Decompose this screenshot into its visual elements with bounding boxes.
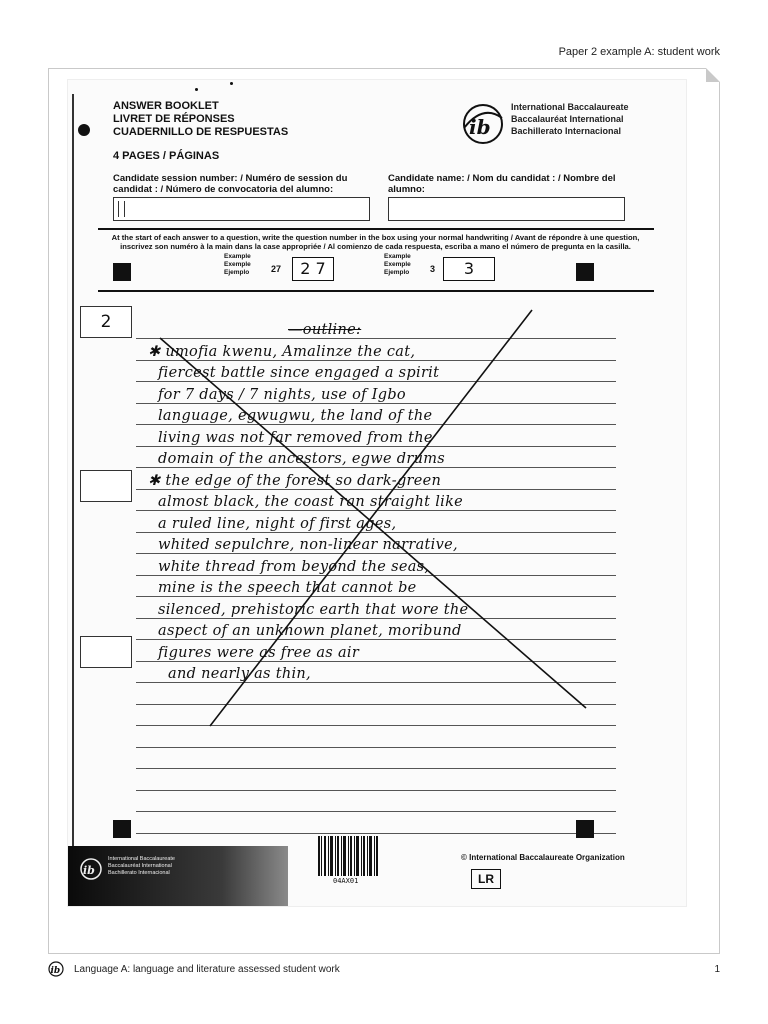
example-labels: Example Exemple Ejemplo <box>384 253 411 276</box>
banner-org-names: International Baccalaureate Baccalauréat International Bachillerato Internacional <box>108 856 175 876</box>
ib-org-es: Bachillerato Internacional <box>511 126 622 136</box>
barcode-icon <box>318 836 378 878</box>
banner-logo-letters: ib <box>83 864 95 877</box>
barcode-text: 04AX01 <box>333 877 359 885</box>
handwritten-line: and nearly as thin, <box>168 666 311 682</box>
page-count: 4 PAGES / PÁGINAS <box>113 150 220 162</box>
page-header: Paper 2 example A: student work <box>558 46 720 58</box>
session-number-label: Candidate session number: / Numéro de session du candidat : / Número de convocatoria del alumno: <box>113 173 348 195</box>
ib-logo-letters: ib <box>469 115 491 139</box>
answer-instructions: At the start of each answer to a question, write the question number in the box using your normal handwriting / Avant de répondre à une question, inscrivez son numéro à la main dans la case appropriée / Al comienzo de cada respuesta, escriba a mano el número de pregunta en la casilla. <box>111 233 640 251</box>
ib-org-fr: Baccalauréat International <box>511 114 624 124</box>
ib-logo-icon <box>48 961 64 977</box>
title-fr: LIVRET DE RÉPONSES <box>113 113 235 125</box>
handwritten-line: aspect of an unknown planet, moribund <box>158 623 462 639</box>
handwritten-line: almost black, the coast ran straight like <box>158 494 464 510</box>
handwritten-line: whited sepulchre, non-linear narrative, <box>158 537 458 553</box>
handwritten-line: —outline: <box>288 322 362 338</box>
ib-org-en: International Baccalaureate <box>511 102 629 112</box>
example-labels: Example Exemple Ejemplo <box>224 253 251 276</box>
handwritten-line: for 7 days / 7 nights, use of Igbo <box>158 386 406 403</box>
page-fold-corner <box>706 68 720 82</box>
scanned-page-frame <box>48 68 720 954</box>
registration-mark <box>576 820 594 838</box>
title-en: ANSWER BOOKLET <box>113 100 219 112</box>
footer-logo-letters: ib <box>50 966 61 976</box>
handwritten-line: a ruled line, night of first ages, <box>158 515 397 532</box>
copyright-notice: © International Baccalaureate Organization <box>461 853 625 862</box>
ib-footer-banner <box>68 846 288 906</box>
lr-code-box: LR <box>471 869 501 889</box>
title-es: CUADERNILLO DE RESPUESTAS <box>113 126 289 138</box>
page-number: 1 <box>714 964 720 975</box>
handwritten-line: mine is the speech that cannot be <box>158 580 417 596</box>
answer-booklet-scan <box>67 79 687 907</box>
strike-through-cross <box>68 80 686 906</box>
handwritten-line: language, egwugwu, the land of the <box>158 408 433 424</box>
example-printed-number: 3 <box>430 264 436 274</box>
registration-mark <box>113 820 131 838</box>
handwritten-line: domain of the ancestors, egwe drums <box>158 451 446 467</box>
handwritten-line: ✱ the edge of the forest so dark-green <box>148 472 442 489</box>
example-written-box: 2 7 <box>292 257 334 281</box>
handwritten-line: white thread from beyond the seas, <box>158 558 430 575</box>
example-written-box: 3 <box>443 257 495 281</box>
candidate-name-label: Candidate name: / Nom du candidat : / Nombre del alumno: <box>388 173 616 195</box>
footer-text: Language A: language and literature assessed student work <box>74 964 340 975</box>
question-number-box[interactable]: 2 <box>80 306 132 338</box>
ib-logo-icon <box>78 856 104 880</box>
handwritten-line: silenced, prehistoric earth that wore the <box>158 601 469 618</box>
example-printed-number: 27 <box>271 264 282 274</box>
handwritten-line: living was not far removed from the <box>158 429 433 446</box>
handwritten-line: figures were as free as air <box>158 644 360 661</box>
handwritten-line: fiercest battle since engaged a spirit <box>158 365 440 381</box>
handwritten-line: ✱ umofia kwenu, Amalinze the cat, <box>148 343 416 360</box>
